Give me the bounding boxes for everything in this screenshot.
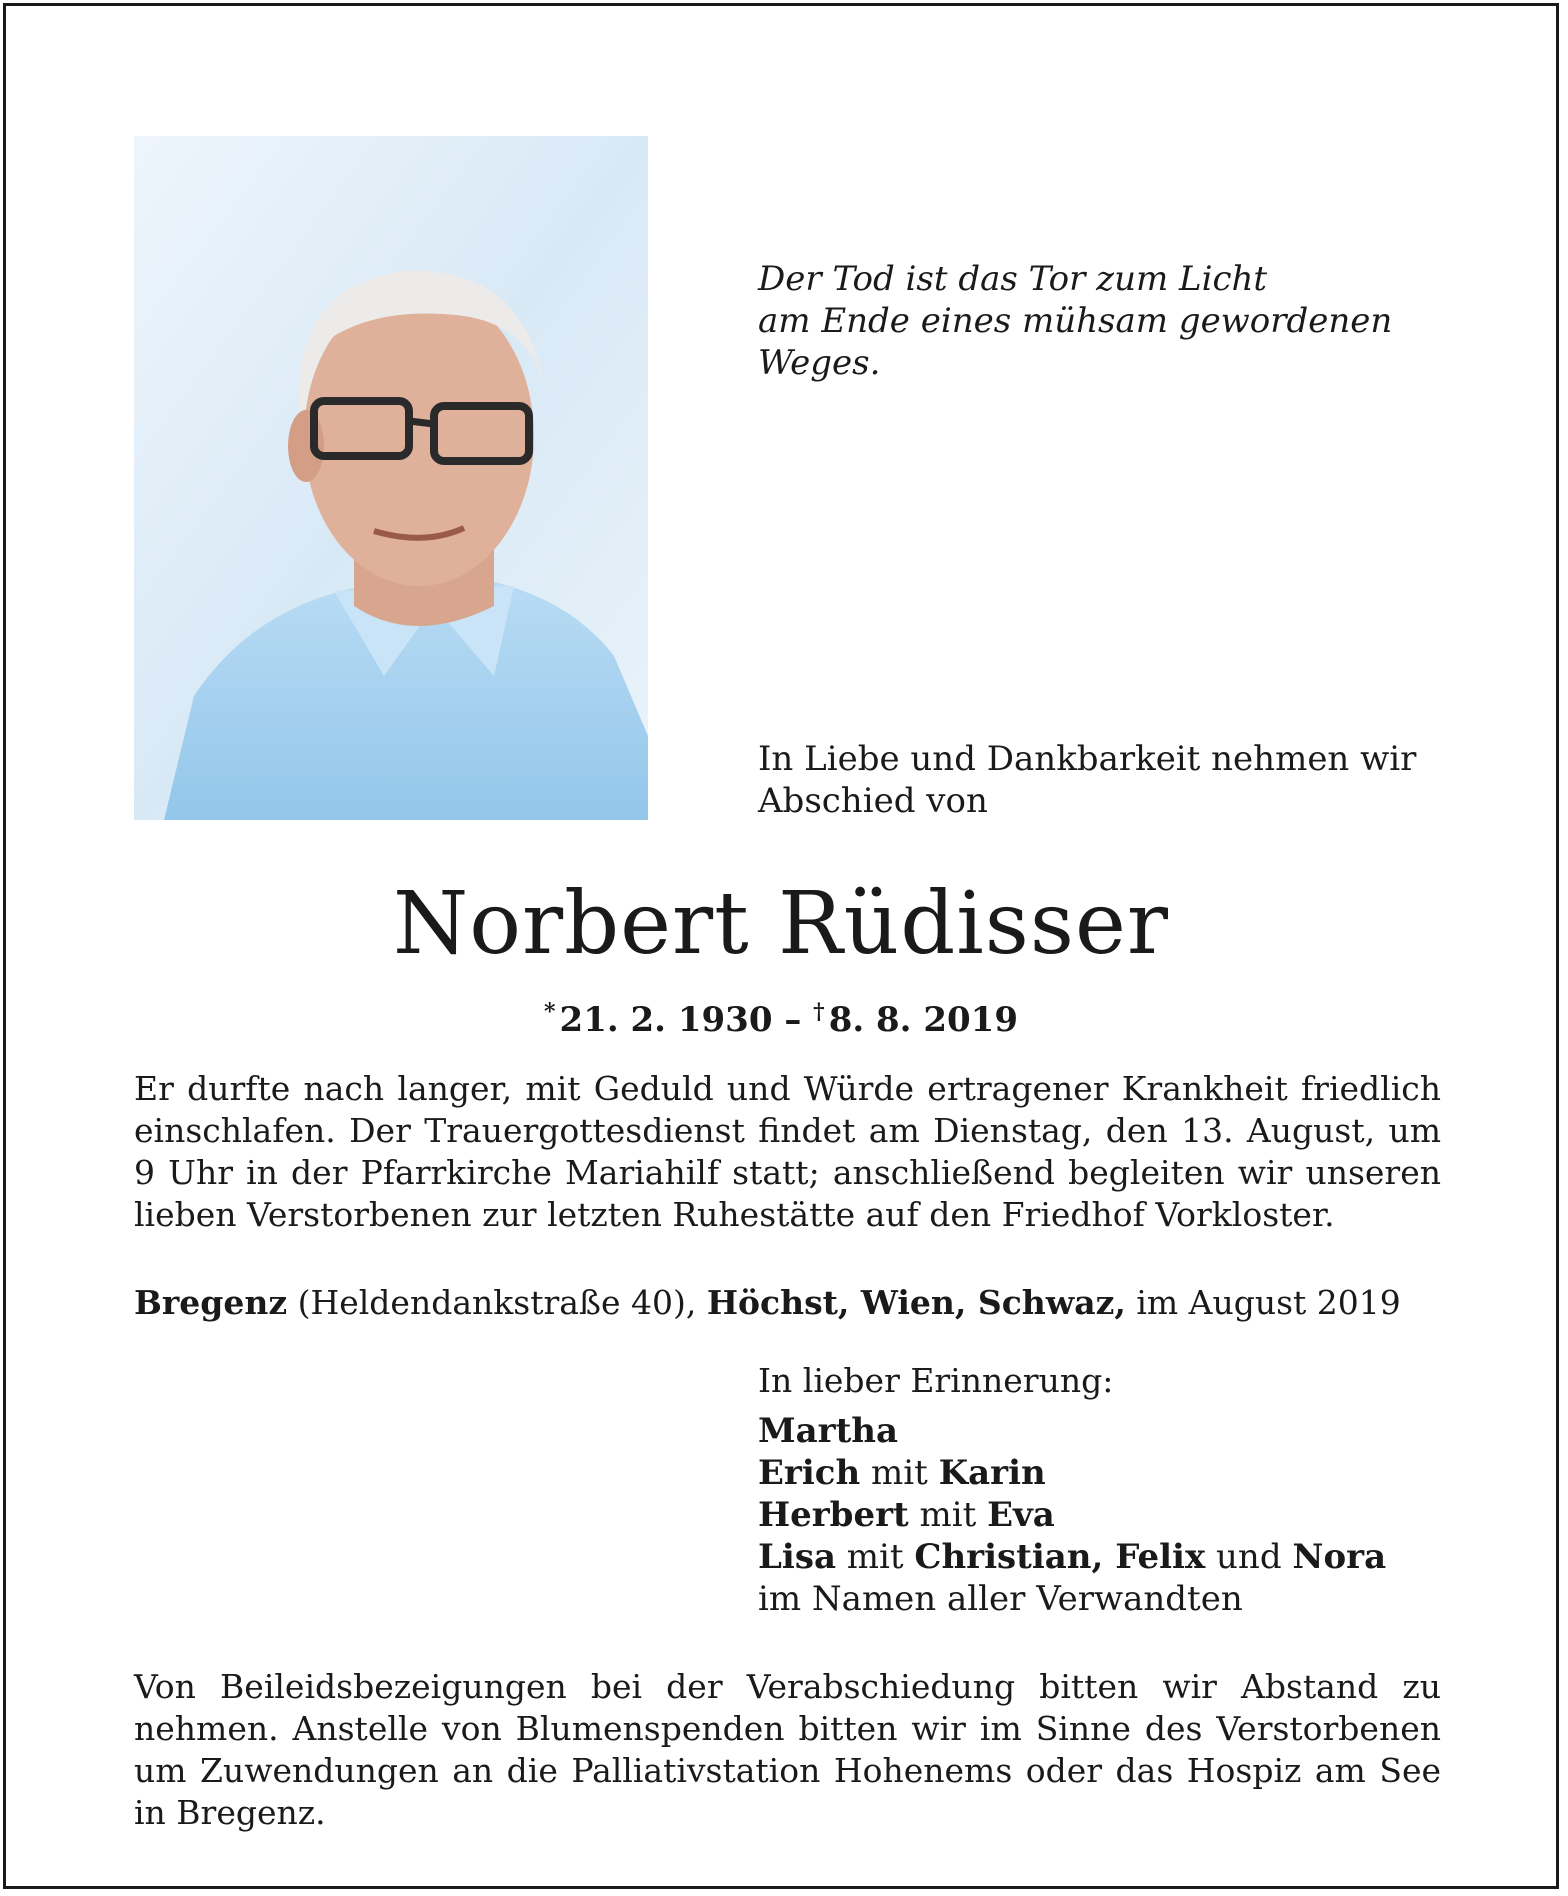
family-name: Nora: [1292, 1537, 1387, 1577]
place-city: Bregenz: [134, 1283, 288, 1322]
intro-line-1: In Liebe und Dankbarkeit nehmen wir: [758, 739, 1417, 779]
place-date-line: [134, 1282, 1454, 1324]
place-address: (Heldendankstraße 40),: [287, 1283, 707, 1322]
place-others: Höchst, Wien, Schwaz,: [706, 1283, 1126, 1322]
life-dates: [6, 990, 1556, 1042]
death-mark: †: [813, 999, 825, 1025]
portrait-photo: [134, 136, 648, 820]
place-date: im August 2019: [1125, 1283, 1401, 1322]
deceased-name: Norbert Rüdisser: [392, 874, 1170, 974]
family-name: Martha: [758, 1411, 899, 1451]
family-line: [758, 1410, 1458, 1452]
portrait-illustration: [134, 136, 648, 820]
family-connector: mit: [908, 1495, 988, 1535]
obituary-frame: [3, 3, 1559, 1889]
quote-line-2: am Ende eines mühsam gewordenen Weges.: [758, 301, 1393, 383]
family-list: [758, 1410, 1458, 1620]
family-name: Erich: [758, 1453, 861, 1493]
birth-date: 21. 2. 1930: [559, 1000, 773, 1040]
family-footer: im Namen aller Verwandten: [758, 1579, 1243, 1619]
death-date: 8. 8. 2019: [828, 1000, 1018, 1040]
family-name: Eva: [987, 1495, 1055, 1535]
date-separator: –: [772, 1000, 814, 1040]
family-name: Herbert: [758, 1495, 909, 1535]
birth-mark: *: [544, 999, 556, 1025]
intro-block: [758, 738, 1448, 822]
family-connector: und: [1205, 1537, 1293, 1577]
quote-block: [758, 258, 1518, 384]
family-name: Christian, Felix: [914, 1537, 1206, 1577]
quote-line-1: Der Tod ist das Tor zum Licht: [758, 259, 1268, 299]
memory-heading: In lieber Erinnerung:: [758, 1361, 1114, 1400]
family-connector: mit: [836, 1537, 915, 1577]
family-name: Karin: [938, 1453, 1046, 1493]
family-name: Lisa: [758, 1537, 836, 1577]
intro-line-2: Abschied von: [758, 781, 988, 821]
family-line: [758, 1452, 1458, 1494]
closing-text: Von Beileidsbezeigungen bei der Verabschiedung bitten wir Abstand zu nehmen. Anstelle von Blumenspenden bitten wir im Sinne des Verstorbenen um Zuwendungen an die Palliativstation Hohenems oder das Hospiz am See in Bregenz.: [134, 1667, 1441, 1832]
announcement-text: Er durfte nach langer, mit Geduld und Würde ertragener Krankheit friedlich einschlafen. Der Trauergottesdienst findet am Dienstag, den 13. August, um 9 Uhr in der Pfarrkirche Mariahilf statt; anschließend begleiten wir unseren lieben Verstorbenen zur letzten Ruhestätte auf den Friedhof Vorkloster.: [134, 1069, 1441, 1234]
family-connector: mit: [860, 1453, 939, 1493]
family-line: [758, 1536, 1458, 1578]
family-line: [758, 1494, 1458, 1536]
